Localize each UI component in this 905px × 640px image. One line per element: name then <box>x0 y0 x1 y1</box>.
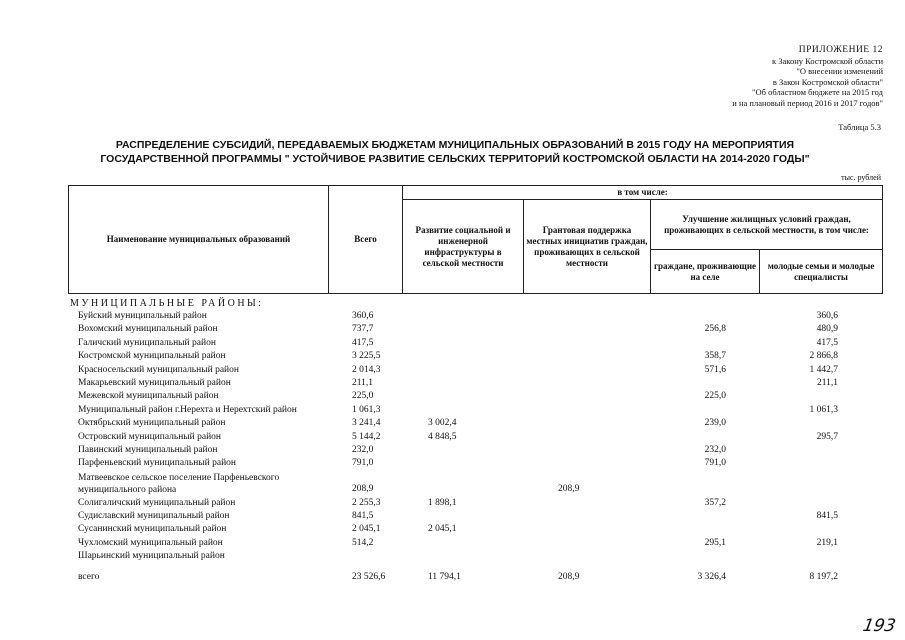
total-sum: 23 526,6 <box>352 572 386 582</box>
row-total: 3 241,4 <box>352 418 381 429</box>
row-name: Буйский муниципальный район <box>78 311 207 321</box>
row-name: Павинский муниципальный район <box>78 444 218 455</box>
row-name: Солигаличский муниципальный район <box>78 497 236 508</box>
header-housing: Улучшение жилищных условий граждан, проживающих в сельской местности, в том числе: <box>651 200 883 250</box>
table-row <box>70 310 882 323</box>
row-social: 2 045,1 <box>428 524 457 535</box>
title-line-2: ГОСУДАРСТВЕННОЙ ПРОГРАММЫ " УСТОЙЧИВОЕ РАЗВИТИЕ СЕЛЬСКИХ ТЕРРИТОРИЙ КОСТРОМСКОЙ ОБЛАСТИ НА 2014-2020 ГОДЫ" <box>100 153 810 165</box>
appendix-line: "Об областном бюджете на 2015 год <box>752 87 883 97</box>
table-row <box>70 537 882 550</box>
row-total: 225,0 <box>352 391 374 402</box>
row-total: 2 014,3 <box>352 364 381 375</box>
table-row <box>70 431 882 444</box>
header-total: Всего <box>329 186 403 294</box>
row-young: 219,1 <box>816 537 838 548</box>
header-name: Наименование муниципальных образований <box>69 186 329 294</box>
row-rural: 295,1 <box>704 537 726 548</box>
row-name: Вохомский муниципальный район <box>78 324 218 335</box>
row-grant: 208,9 <box>558 483 580 494</box>
row-total: 360,6 <box>352 311 374 321</box>
total-label: всего <box>78 572 100 582</box>
table-row <box>70 457 882 470</box>
row-social: 3 002,4 <box>428 418 457 429</box>
total-young: 8 197,2 <box>809 572 838 582</box>
table-row <box>70 390 882 403</box>
table-row <box>70 471 882 497</box>
row-young: 417,5 <box>816 337 838 348</box>
row-name: Судиславский муниципальный район <box>78 511 230 522</box>
appendix-line: "О внесении изменений <box>796 66 883 76</box>
table-number: Таблица 5.3 <box>838 122 881 132</box>
row-rural: 358,7 <box>704 351 726 362</box>
table-row <box>70 323 882 336</box>
row-name: Островский муниципальный район <box>78 431 222 442</box>
header-grant: Грантовая поддержка местных инициатив граждан, проживающих в сельской местности <box>524 200 651 294</box>
appendix-line: и на плановый период 2016 и 2017 годов" <box>732 97 883 108</box>
section-label: МУНИЦИПАЛЬНЫЕ РАЙОНЫ: <box>70 298 264 309</box>
row-social: 1 898,1 <box>428 497 457 508</box>
total-rural: 3 326,4 <box>697 572 726 582</box>
table-row <box>70 550 882 563</box>
row-total: 211,1 <box>352 377 374 388</box>
appendix-line: к Закону Костромской области <box>772 55 883 66</box>
row-total: 5 144,2 <box>352 431 381 442</box>
row-name: Парфеньевский муниципальный район <box>78 458 237 469</box>
row-total: 232,0 <box>352 444 374 455</box>
row-young: 1 061,3 <box>809 404 838 415</box>
table-row <box>70 510 882 523</box>
row-young: 295,7 <box>816 431 838 442</box>
total-social: 11 794,1 <box>428 572 461 582</box>
rows-container <box>70 310 882 564</box>
row-name: Красносельский муниципальный район <box>78 364 239 375</box>
row-social: 4 848,5 <box>428 431 457 442</box>
row-total: 1 061,3 <box>352 404 381 415</box>
row-name: Октябрьский муниципальный район <box>78 418 226 429</box>
row-name: Матвеевское сельское поселение Парфеньевского муниципального района <box>78 472 280 495</box>
total-row <box>70 572 882 586</box>
row-rural: 239,0 <box>704 418 726 429</box>
page-number: 193 <box>860 616 897 636</box>
row-total: 2 045,1 <box>352 524 381 535</box>
total-grant: 208,9 <box>558 572 580 582</box>
row-total: 514,2 <box>352 537 374 548</box>
header-including: в том числе: <box>403 186 883 200</box>
row-total: 737,7 <box>352 324 374 335</box>
row-rural: 571,6 <box>704 364 726 375</box>
row-total: 2 255,3 <box>352 497 381 508</box>
table-row <box>70 404 882 417</box>
row-rural: 225,0 <box>704 391 726 402</box>
row-name: Сусанинский муниципальный район <box>78 524 227 535</box>
header-rural-citizens: граждане, проживающие на селе <box>651 250 760 294</box>
row-young: 211,1 <box>816 377 838 388</box>
row-name: Чухломский муниципальный район <box>78 537 223 548</box>
row-total: 3 225,5 <box>352 351 381 362</box>
appendix-line: в Закон Костромской области" <box>772 76 883 87</box>
row-rural: 791,0 <box>704 458 726 469</box>
table-row <box>70 350 882 363</box>
row-total: 208,9 <box>352 483 374 494</box>
table-row <box>70 497 882 510</box>
row-rural: 357,2 <box>704 497 726 508</box>
table-header <box>68 185 883 294</box>
row-total: 417,5 <box>352 337 374 348</box>
table-body <box>70 297 882 564</box>
row-name: Шарьинский муниципальный район <box>78 551 225 562</box>
row-young: 2 866,8 <box>809 351 838 362</box>
row-young: 360,6 <box>816 311 838 321</box>
table-row <box>70 444 882 457</box>
units-label: тыс. рублей <box>841 173 881 182</box>
row-young: 841,5 <box>816 511 838 522</box>
row-rural: 232,0 <box>704 444 726 455</box>
header-social: Развитие социальной и инженерной инфраструктуры в сельской местности <box>403 200 524 294</box>
table-row <box>70 523 882 536</box>
row-total: 791,0 <box>352 458 374 469</box>
document-title <box>70 138 840 166</box>
appendix-header: ПРИЛОЖЕНИЕ 12 <box>798 45 883 55</box>
title-line-1: РАСПРЕДЕЛЕНИЕ СУБСИДИЙ, ПЕРЕДАВАЕМЫХ БЮДЖЕТАМ МУНИЦИПАЛЬНЫХ ОБРАЗОВАНИЙ В 2015 ГОДУ НА МЕРОПРИЯТИЯ <box>115 139 795 151</box>
header-young: молодые семьи и молодые специалисты <box>760 250 883 294</box>
row-name: Макарьевский муниципальный район <box>78 377 231 388</box>
row-name: Галичский муниципальный район <box>78 337 216 348</box>
row-total: 841,5 <box>352 511 374 522</box>
appendix-block <box>732 45 883 108</box>
row-name: Костромской муниципальный район <box>78 351 226 362</box>
row-rural: 256,8 <box>704 324 726 335</box>
row-young: 1 442,7 <box>809 364 838 375</box>
table-row <box>70 364 882 377</box>
table-row <box>70 377 882 390</box>
row-name: Муниципальный район г.Нерехта и Нерехтский район <box>78 404 297 415</box>
row-young: 480,9 <box>816 324 838 335</box>
table-row <box>70 337 882 350</box>
row-name: Межевской муниципальный район <box>78 391 219 402</box>
table-row <box>70 417 882 430</box>
